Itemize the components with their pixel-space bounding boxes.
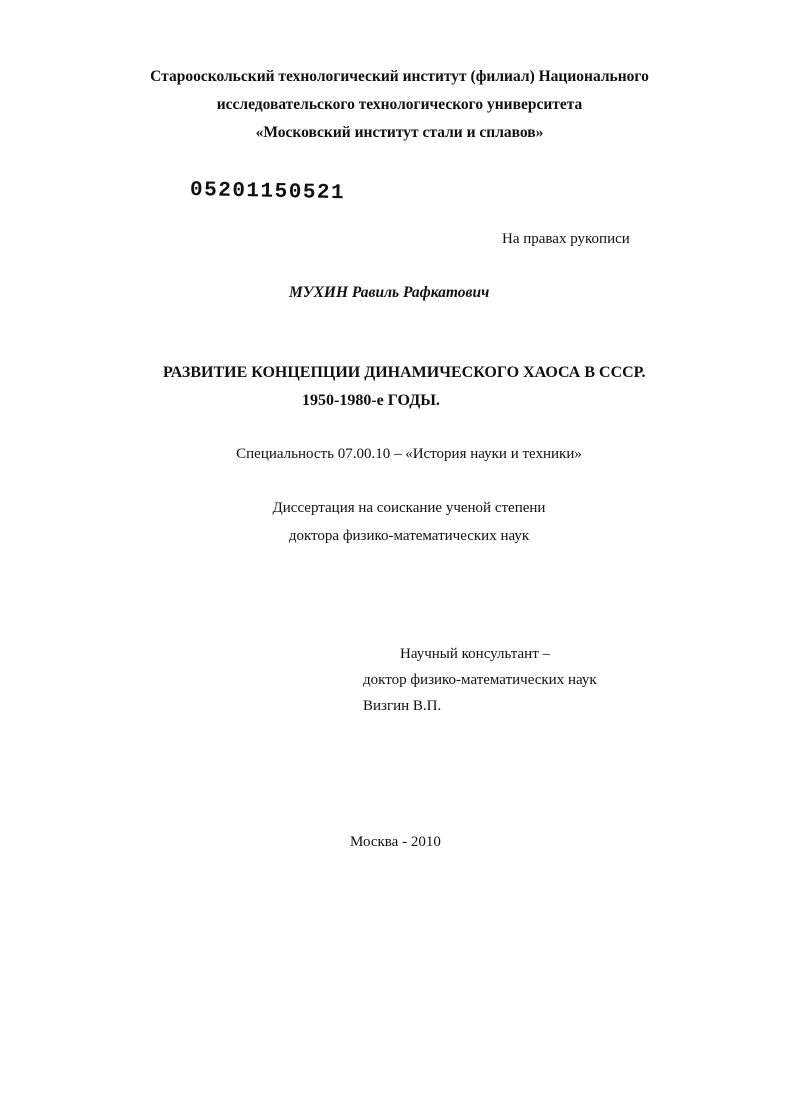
specialty: Специальность 07.00.10 – «История науки и техники» [236,446,582,462]
dissertation-degree-line-1: Диссертация на соискание ученой степени [272,500,546,516]
consultant-name: Визгин В.П. [363,698,442,714]
consultant-degree: доктор физико-математических наук [363,672,597,688]
archive-stamp-number: 05201150521 [189,179,346,206]
city-year: Москва - 2010 [350,834,441,850]
dissertation-title-line-1: РАЗВИТИЕ КОНЦЕПЦИИ ДИНАМИЧЕСКОГО ХАОСА В СССР. [163,364,646,381]
author-name: МУХИН Равиль Рафкатович [289,284,490,301]
institution-line-3: «Московский институт стали и сплавов» [255,124,544,141]
dissertation-title-line-2: 1950-1980-е ГОДЫ. [302,392,440,409]
manuscript-rights-note: На правах рукописи [502,231,630,247]
consultant-label: Научный консультант – [400,646,550,662]
institution-line-1: Старооскольский технологический институт (филиал) Национального [150,68,649,85]
dissertation-degree-line-2: доктора физико-математических наук [288,528,530,544]
institution-line-2: исследовательского технологического университета [216,96,583,113]
